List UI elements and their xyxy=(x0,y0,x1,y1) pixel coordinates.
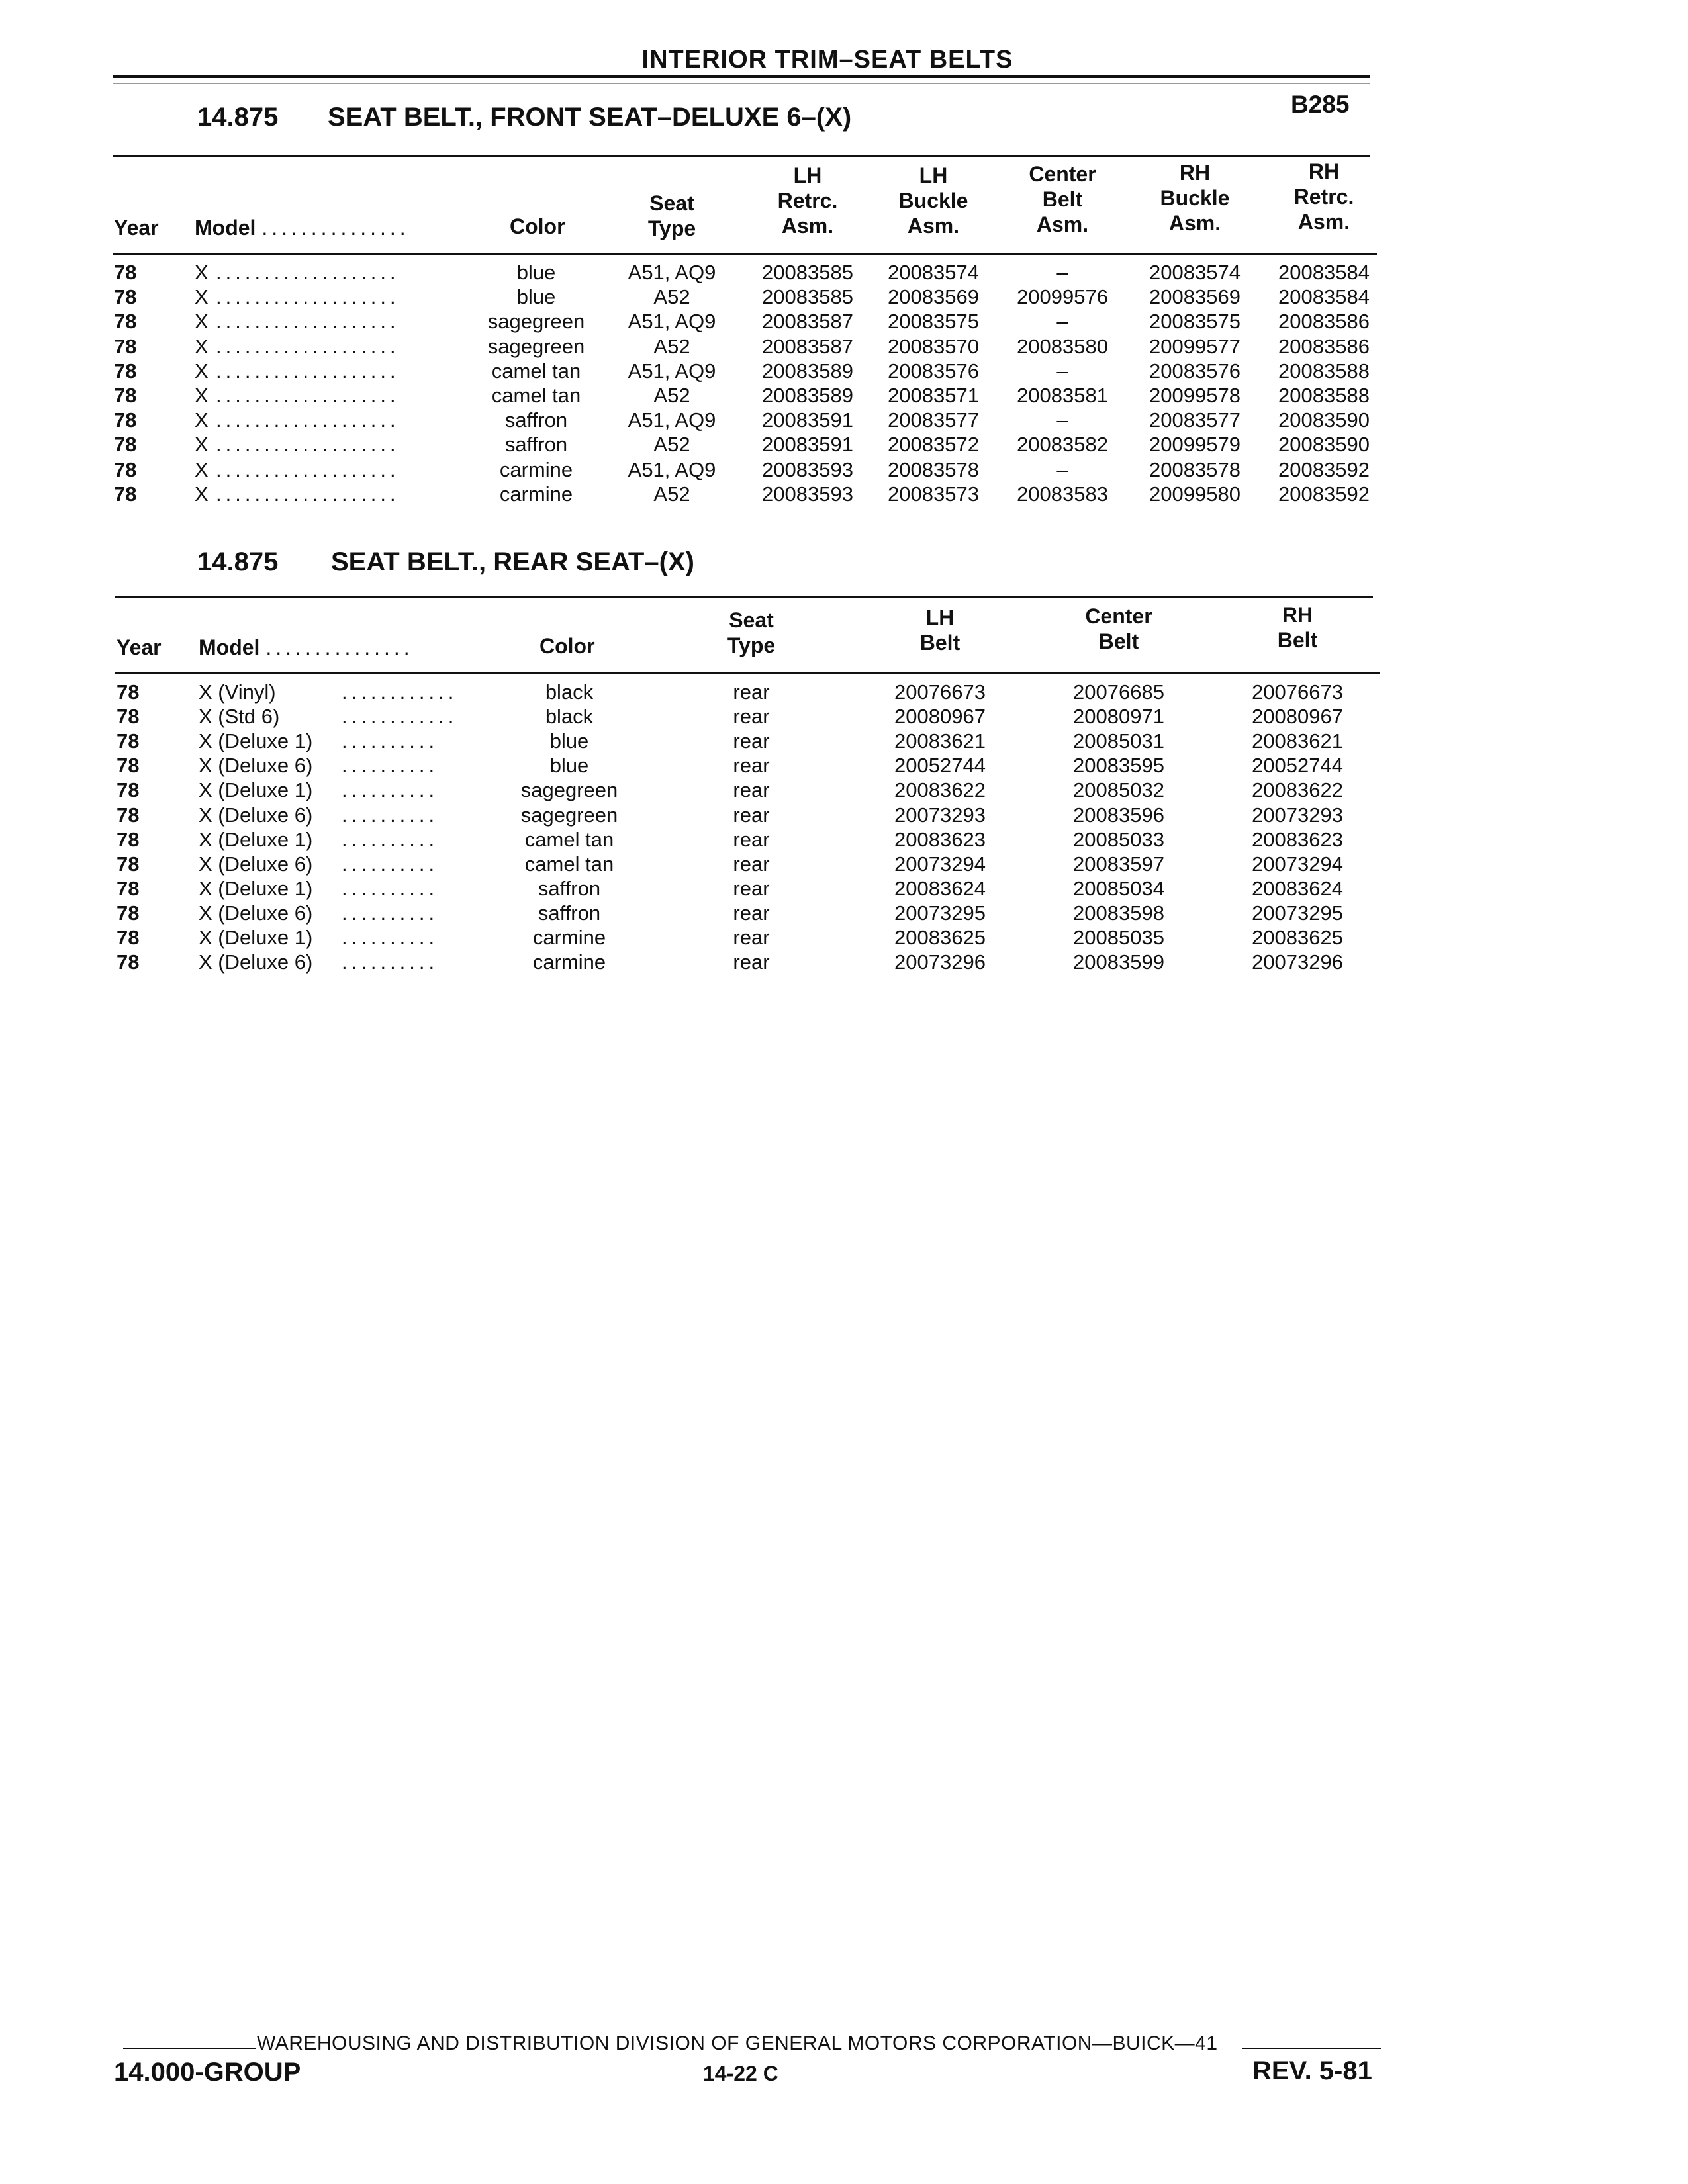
row-lh-retrc: 20083591 xyxy=(762,433,853,456)
row-rh-belt: 20076673 xyxy=(1252,680,1343,704)
row-lh-buckle: 20083569 xyxy=(888,285,979,308)
row-year: 78 xyxy=(114,335,137,358)
row-model: X (Deluxe 6) xyxy=(199,950,313,974)
row-lh-buckle: 20083574 xyxy=(888,261,979,284)
row-center-belt: 20085035 xyxy=(1073,926,1164,949)
hdr-line: LH xyxy=(919,163,948,187)
row-model-dots: .......... xyxy=(342,877,439,900)
row-center-belt: 20083596 xyxy=(1073,803,1164,827)
row-center-belt: 20083582 xyxy=(1017,433,1108,456)
row-model xyxy=(195,334,209,359)
footer-rule-right xyxy=(1242,2048,1381,2049)
row-model-label: X xyxy=(195,261,209,284)
row-color: saffron xyxy=(538,901,601,925)
row-rh-belt: 20080967 xyxy=(1252,705,1343,728)
row-rh-retrc: 20083588 xyxy=(1278,384,1370,407)
row-color: camel tan xyxy=(491,384,581,407)
row-year: 78 xyxy=(117,778,140,801)
hdr-line: RH xyxy=(1308,159,1340,183)
front-header-lh-buckle xyxy=(867,163,1000,238)
row-model: X (Deluxe 6) xyxy=(199,901,313,925)
row-color: camel tan xyxy=(524,852,614,876)
row-color: blue xyxy=(516,261,556,284)
row-seat-type: A52 xyxy=(653,335,690,358)
row-model-label: X xyxy=(195,335,209,358)
row-lh-belt: 20083622 xyxy=(894,778,986,801)
hdr-line: Retrc. xyxy=(1293,185,1354,208)
row-center-belt: 20099576 xyxy=(1017,285,1108,308)
row-seat-type: A51, AQ9 xyxy=(628,408,716,432)
row-year: 78 xyxy=(117,754,140,777)
front-header-rule xyxy=(113,253,1377,255)
row-center-belt: 20085033 xyxy=(1073,828,1164,851)
row-center-belt: 20085034 xyxy=(1073,877,1164,900)
row-lh-retrc: 20083589 xyxy=(762,384,853,407)
row-model-label: X xyxy=(195,285,209,308)
row-rh-buckle: 20099578 xyxy=(1149,384,1241,407)
hdr-line: Type xyxy=(727,633,776,657)
row-model-dots: ................... xyxy=(216,310,400,333)
row-model: X (Deluxe 6) xyxy=(199,852,313,876)
row-rh-belt: 20083624 xyxy=(1252,877,1343,900)
row-color: black xyxy=(545,680,594,704)
front-section-title: SEAT BELT., FRONT SEAT–DELUXE 6–(X) xyxy=(328,103,852,132)
row-center-belt: 20083598 xyxy=(1073,901,1164,925)
row-rh-belt: 20073295 xyxy=(1252,901,1343,925)
row-center-belt: 20085032 xyxy=(1073,778,1164,801)
row-seat-type: A51, AQ9 xyxy=(628,359,716,383)
row-model-dots: .......... xyxy=(342,803,439,827)
footer-page-number: 14-22 C xyxy=(703,2062,778,2085)
row-model-dots: ................... xyxy=(216,359,400,383)
row-model-label: X xyxy=(195,359,209,383)
row-color: black xyxy=(545,705,594,728)
hdr-line: Buckle xyxy=(898,189,968,212)
row-seat-type: rear xyxy=(733,877,770,900)
row-center-belt: 20076685 xyxy=(1073,680,1164,704)
row-lh-belt: 20083623 xyxy=(894,828,986,851)
row-rh-belt: 20073294 xyxy=(1252,852,1343,876)
row-rh-retrc: 20083586 xyxy=(1278,335,1370,358)
title-rule xyxy=(113,75,1370,78)
hdr-line: Asm. xyxy=(907,214,960,238)
row-lh-belt: 20073294 xyxy=(894,852,986,876)
row-seat-type: A51, AQ9 xyxy=(628,458,716,481)
row-model: X (Deluxe 1) xyxy=(199,828,313,851)
row-rh-belt: 20083623 xyxy=(1252,828,1343,851)
row-model-dots: ............ xyxy=(342,680,458,704)
row-model: X (Deluxe 1) xyxy=(199,778,313,801)
row-year: 78 xyxy=(117,729,140,752)
row-year: 78 xyxy=(114,310,137,333)
row-rh-buckle: 20083569 xyxy=(1149,285,1241,308)
front-header-seat-type xyxy=(622,191,722,241)
hdr-line: Asm. xyxy=(1036,212,1089,236)
row-rh-retrc: 20083590 xyxy=(1278,408,1370,432)
front-header-rh-retrc xyxy=(1258,159,1390,234)
row-lh-retrc: 20083585 xyxy=(762,285,853,308)
row-seat-type: A51, AQ9 xyxy=(628,310,716,333)
row-seat-type: rear xyxy=(733,803,770,827)
rear-header-model-dots: ............... xyxy=(265,635,414,659)
row-year: 78 xyxy=(114,384,137,407)
row-color: blue xyxy=(549,729,589,752)
row-seat-type: rear xyxy=(733,680,770,704)
row-center-belt: 20080971 xyxy=(1073,705,1164,728)
row-model xyxy=(195,260,209,285)
row-lh-belt: 20073295 xyxy=(894,901,986,925)
title-rule-thin xyxy=(113,83,1370,84)
rear-header-year: Year xyxy=(117,635,162,659)
row-color: camel tan xyxy=(491,359,581,383)
row-model-dots: .......... xyxy=(342,729,439,752)
row-lh-buckle: 20083572 xyxy=(888,433,979,456)
row-seat-type: rear xyxy=(733,926,770,949)
front-header-model-label: Model xyxy=(195,216,256,240)
row-lh-retrc: 20083587 xyxy=(762,310,853,333)
row-year: 78 xyxy=(117,680,140,704)
page-title: INTERIOR TRIM–SEAT BELTS xyxy=(641,46,1013,73)
row-rh-retrc: 20083584 xyxy=(1278,261,1370,284)
hdr-line: Center xyxy=(1029,162,1096,186)
row-model: X (Deluxe 6) xyxy=(199,803,313,827)
row-model-label: X xyxy=(195,458,209,481)
row-year: 78 xyxy=(114,482,137,506)
row-year: 78 xyxy=(114,408,137,432)
row-model-dots: ................... xyxy=(216,408,400,432)
hdr-line: RH xyxy=(1282,603,1313,627)
row-lh-belt: 20083624 xyxy=(894,877,986,900)
front-header-center-belt xyxy=(996,161,1129,237)
row-color: camel tan xyxy=(524,828,614,851)
row-color: saffron xyxy=(538,877,601,900)
row-lh-belt: 20083621 xyxy=(894,729,986,752)
row-center-belt: 20083597 xyxy=(1073,852,1164,876)
row-model: X (Vinyl) xyxy=(199,680,276,704)
rear-section-title: SEAT BELT., REAR SEAT–(X) xyxy=(331,547,694,576)
row-rh-retrc: 20083592 xyxy=(1278,482,1370,506)
row-year: 78 xyxy=(114,359,137,383)
row-lh-retrc: 20083591 xyxy=(762,408,853,432)
hdr-line: Asm. xyxy=(781,214,834,238)
row-lh-buckle: 20083571 xyxy=(888,384,979,407)
front-header-rh-buckle xyxy=(1129,160,1261,236)
rear-section-number: 14.875 xyxy=(197,547,279,576)
row-lh-retrc: 20083593 xyxy=(762,482,853,506)
row-center-belt: 20083581 xyxy=(1017,384,1108,407)
row-model-dots: ............ xyxy=(342,705,458,728)
row-model: X (Deluxe 1) xyxy=(199,729,313,752)
row-center-belt: – xyxy=(1056,261,1068,284)
row-lh-buckle: 20083570 xyxy=(888,335,979,358)
row-center-belt: 20083580 xyxy=(1017,335,1108,358)
row-lh-buckle: 20083576 xyxy=(888,359,979,383)
row-center-belt: – xyxy=(1056,359,1068,383)
row-center-belt: 20085031 xyxy=(1073,729,1164,752)
row-lh-retrc: 20083589 xyxy=(762,359,853,383)
row-seat-type: rear xyxy=(733,828,770,851)
row-model-dots: ................... xyxy=(216,384,400,407)
row-rh-buckle: 20083574 xyxy=(1149,261,1241,284)
row-model-dots: .......... xyxy=(342,852,439,876)
front-header-lh-retrc xyxy=(741,163,874,238)
row-lh-buckle: 20083578 xyxy=(888,458,979,481)
row-year: 78 xyxy=(117,901,140,925)
row-rh-buckle: 20083577 xyxy=(1149,408,1241,432)
hdr-line: LH xyxy=(793,163,822,187)
row-model xyxy=(195,383,209,408)
hdr-line: Asm. xyxy=(1297,210,1350,234)
hdr-line: Type xyxy=(647,216,696,240)
row-year: 78 xyxy=(114,261,137,284)
row-year: 78 xyxy=(117,803,140,827)
row-model: X (Deluxe 1) xyxy=(199,877,313,900)
row-model xyxy=(195,482,209,506)
row-year: 78 xyxy=(117,705,140,728)
row-model-dots: .......... xyxy=(342,778,439,801)
row-model xyxy=(195,457,209,482)
row-model-label: X xyxy=(195,384,209,407)
row-color: blue xyxy=(549,754,589,777)
row-rh-buckle: 20099577 xyxy=(1149,335,1241,358)
row-rh-retrc: 20083590 xyxy=(1278,433,1370,456)
hdr-line: Belt xyxy=(1042,187,1083,211)
hdr-line: Belt xyxy=(1277,628,1318,652)
hdr-line: RH xyxy=(1179,161,1211,185)
rear-header-rule xyxy=(115,672,1380,674)
front-table-top-rule xyxy=(113,155,1370,157)
hdr-line: Asm. xyxy=(1168,211,1221,235)
row-model-dots: ................... xyxy=(216,433,400,456)
row-model: X (Deluxe 1) xyxy=(199,926,313,949)
row-seat-type: rear xyxy=(733,852,770,876)
hdr-line: Retrc. xyxy=(777,189,838,212)
row-model: X (Std 6) xyxy=(199,705,280,728)
front-header-model xyxy=(195,216,410,240)
row-model xyxy=(195,285,209,309)
rear-header-lh-belt xyxy=(874,605,1006,655)
row-center-belt: – xyxy=(1056,408,1068,432)
row-year: 78 xyxy=(117,852,140,876)
row-rh-belt: 20073296 xyxy=(1252,950,1343,974)
row-rh-buckle: 20083576 xyxy=(1149,359,1241,383)
row-center-belt: 20083583 xyxy=(1017,482,1108,506)
row-rh-buckle: 20083578 xyxy=(1149,458,1241,481)
row-lh-buckle: 20083573 xyxy=(888,482,979,506)
row-seat-type: rear xyxy=(733,901,770,925)
row-seat-type: A52 xyxy=(653,433,690,456)
hdr-line: Belt xyxy=(919,631,961,655)
row-lh-belt: 20080967 xyxy=(894,705,986,728)
row-color: sagegreen xyxy=(520,803,618,827)
row-lh-buckle: 20083577 xyxy=(888,408,979,432)
row-seat-type: rear xyxy=(733,705,770,728)
footer-line: WAREHOUSING AND DISTRIBUTION DIVISION OF GENERAL MOTORS CORPORATION—BUICK—41 xyxy=(257,2032,1218,2054)
row-rh-buckle: 20083575 xyxy=(1149,310,1241,333)
row-model-dots: ................... xyxy=(216,285,400,308)
row-rh-belt: 20052744 xyxy=(1252,754,1343,777)
row-year: 78 xyxy=(117,950,140,974)
rear-header-center-belt xyxy=(1053,604,1185,654)
row-model-dots: ................... xyxy=(216,458,400,481)
row-year: 78 xyxy=(114,433,137,456)
row-lh-retrc: 20083585 xyxy=(762,261,853,284)
rear-table-top-rule xyxy=(115,596,1373,598)
row-model-dots: ................... xyxy=(216,335,400,358)
row-seat-type: A52 xyxy=(653,482,690,506)
row-rh-retrc: 20083584 xyxy=(1278,285,1370,308)
rear-header-model xyxy=(199,635,414,660)
row-lh-belt: 20052744 xyxy=(894,754,986,777)
row-rh-belt: 20083622 xyxy=(1252,778,1343,801)
hdr-line: Seat xyxy=(649,191,694,215)
footer-rule-left xyxy=(123,2048,256,2049)
row-color: blue xyxy=(516,285,556,308)
row-lh-belt: 20073293 xyxy=(894,803,986,827)
row-lh-belt: 20073296 xyxy=(894,950,986,974)
row-color: saffron xyxy=(504,408,568,432)
hdr-line: Center xyxy=(1085,604,1152,628)
front-header-year: Year xyxy=(114,216,159,240)
row-rh-belt: 20083625 xyxy=(1252,926,1343,949)
row-model-label: X xyxy=(195,433,209,456)
row-color: sagegreen xyxy=(487,310,585,333)
row-center-belt: 20083595 xyxy=(1073,754,1164,777)
row-model-dots: .......... xyxy=(342,926,439,949)
row-color: sagegreen xyxy=(520,778,618,801)
row-model xyxy=(195,432,209,457)
row-color: carmine xyxy=(499,482,573,506)
row-seat-type: rear xyxy=(733,754,770,777)
row-model xyxy=(195,408,209,432)
row-model-dots: ................... xyxy=(216,482,400,506)
hdr-line: Buckle xyxy=(1160,186,1230,210)
row-color: saffron xyxy=(504,433,568,456)
row-year: 78 xyxy=(114,285,137,308)
row-model-dots: .......... xyxy=(342,754,439,777)
row-rh-buckle: 20099579 xyxy=(1149,433,1241,456)
row-lh-retrc: 20083587 xyxy=(762,335,853,358)
hdr-line: Belt xyxy=(1098,629,1139,653)
row-year: 78 xyxy=(117,877,140,900)
row-model-dots: .......... xyxy=(342,828,439,851)
hdr-line: Seat xyxy=(729,608,774,632)
row-rh-retrc: 20083586 xyxy=(1278,310,1370,333)
row-seat-type: A52 xyxy=(653,384,690,407)
row-center-belt: 20083599 xyxy=(1073,950,1164,974)
row-center-belt: – xyxy=(1056,458,1068,481)
row-model-dots: .......... xyxy=(342,901,439,925)
row-year: 78 xyxy=(114,458,137,481)
front-section-number: 14.875 xyxy=(197,103,279,132)
row-lh-buckle: 20083575 xyxy=(888,310,979,333)
row-color: carmine xyxy=(499,458,573,481)
rear-header-model-label: Model xyxy=(199,635,260,659)
row-model xyxy=(195,359,209,383)
row-rh-retrc: 20083592 xyxy=(1278,458,1370,481)
footer-revision: REV. 5-81 xyxy=(1252,2056,1372,2085)
row-model: X (Deluxe 6) xyxy=(199,754,313,777)
row-color: carmine xyxy=(532,950,606,974)
row-model-label: X xyxy=(195,482,209,506)
hdr-line: LH xyxy=(925,606,955,629)
row-seat-type: A52 xyxy=(653,285,690,308)
row-rh-buckle: 20099580 xyxy=(1149,482,1241,506)
row-color: carmine xyxy=(532,926,606,949)
row-model xyxy=(195,309,209,334)
footer-group: 14.000-GROUP xyxy=(114,2058,301,2087)
row-seat-type: rear xyxy=(733,778,770,801)
row-seat-type: rear xyxy=(733,729,770,752)
row-year: 78 xyxy=(117,926,140,949)
row-rh-retrc: 20083588 xyxy=(1278,359,1370,383)
row-rh-belt: 20083621 xyxy=(1252,729,1343,752)
row-color: sagegreen xyxy=(487,335,585,358)
row-rh-belt: 20073293 xyxy=(1252,803,1343,827)
row-seat-type: A51, AQ9 xyxy=(628,261,716,284)
rear-header-seat-type xyxy=(702,608,801,658)
row-center-belt: – xyxy=(1056,310,1068,333)
front-header-model-dots: ............... xyxy=(261,216,410,240)
row-lh-belt: 20083625 xyxy=(894,926,986,949)
front-section-code: B285 xyxy=(1291,91,1350,118)
row-seat-type: rear xyxy=(733,950,770,974)
row-model-dots: ................... xyxy=(216,261,400,284)
row-model-dots: .......... xyxy=(342,950,439,974)
row-year: 78 xyxy=(117,828,140,851)
rear-header-rh-belt xyxy=(1231,602,1364,653)
row-model-label: X xyxy=(195,310,209,333)
rear-header-color: Color xyxy=(539,634,595,658)
row-lh-belt: 20076673 xyxy=(894,680,986,704)
row-model-label: X xyxy=(195,408,209,432)
front-header-color: Color xyxy=(510,214,565,238)
row-lh-retrc: 20083593 xyxy=(762,458,853,481)
